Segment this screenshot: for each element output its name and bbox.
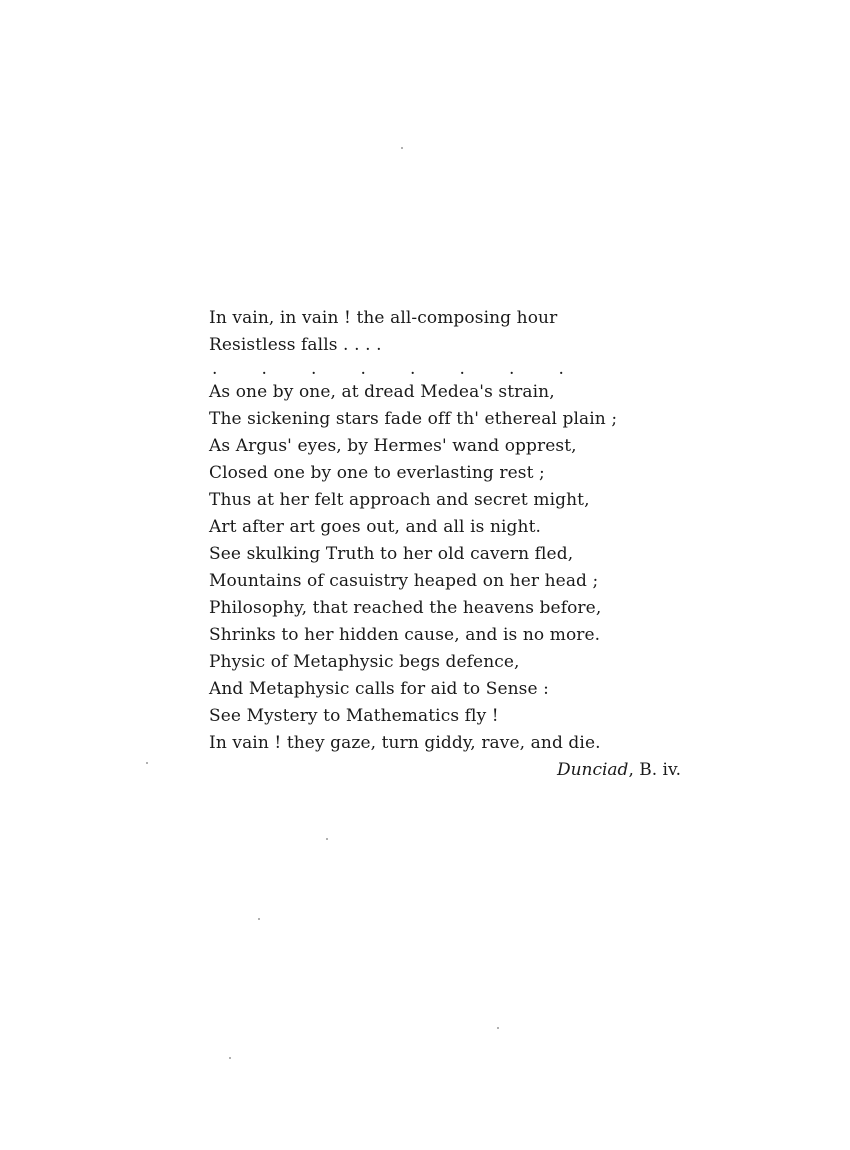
omission-dot: . — [410, 359, 416, 379]
poem-line: Resistless falls . . . . — [209, 335, 382, 355]
page-speck — [497, 1027, 499, 1029]
poem-line: Shrinks to her hidden cause, and is no more. — [209, 625, 601, 645]
page-speck — [146, 762, 148, 764]
poem-line: Closed one by one to everlasting rest ; — [209, 463, 545, 483]
source-attribution — [209, 757, 681, 784]
poem-line: In vain, in vain ! the all-composing hour — [209, 308, 558, 328]
poem-line: In vain ! they gaze, turn giddy, rave, and die. — [209, 733, 601, 753]
poem-line: See Mystery to Mathematics fly ! — [209, 706, 499, 726]
poem-line: Thus at her felt approach and secret might, — [209, 490, 590, 510]
poem-line: Art after art goes out, and all is night. — [209, 517, 542, 537]
page-speck — [229, 1057, 231, 1059]
poem-line: As one by one, at dread Medea's strain, — [209, 382, 555, 402]
page-speck — [401, 147, 403, 149]
poem-line: As Argus' eyes, by Hermes' wand opprest, — [209, 436, 577, 456]
poem-line: Physic of Metaphysic begs defence, — [209, 652, 520, 672]
omission-dot: . — [311, 359, 317, 379]
poem-excerpt — [209, 305, 689, 784]
page-speck — [326, 838, 328, 840]
poem-line: Philosophy, that reached the heavens before, — [209, 598, 602, 618]
poem-line: See skulking Truth to her old cavern fled, — [209, 544, 574, 564]
omission-dots — [209, 359, 564, 379]
omission-dot: . — [360, 359, 366, 379]
poem-line: The sickening stars fade off th' ethereal plain ; — [209, 409, 618, 429]
omission-dot: . — [212, 359, 218, 379]
page-speck — [258, 918, 260, 920]
omission-dot: . — [261, 359, 267, 379]
omission-dot: . — [558, 359, 564, 379]
omission-dot: . — [509, 359, 515, 379]
poem-line: And Metaphysic calls for aid to Sense : — [209, 679, 549, 699]
omission-dot: . — [459, 359, 465, 379]
poem-line: Mountains of casuistry heaped on her head ; — [209, 571, 599, 591]
source-reference: , B. iv. — [628, 760, 681, 780]
source-title: Dunciad — [556, 760, 629, 780]
